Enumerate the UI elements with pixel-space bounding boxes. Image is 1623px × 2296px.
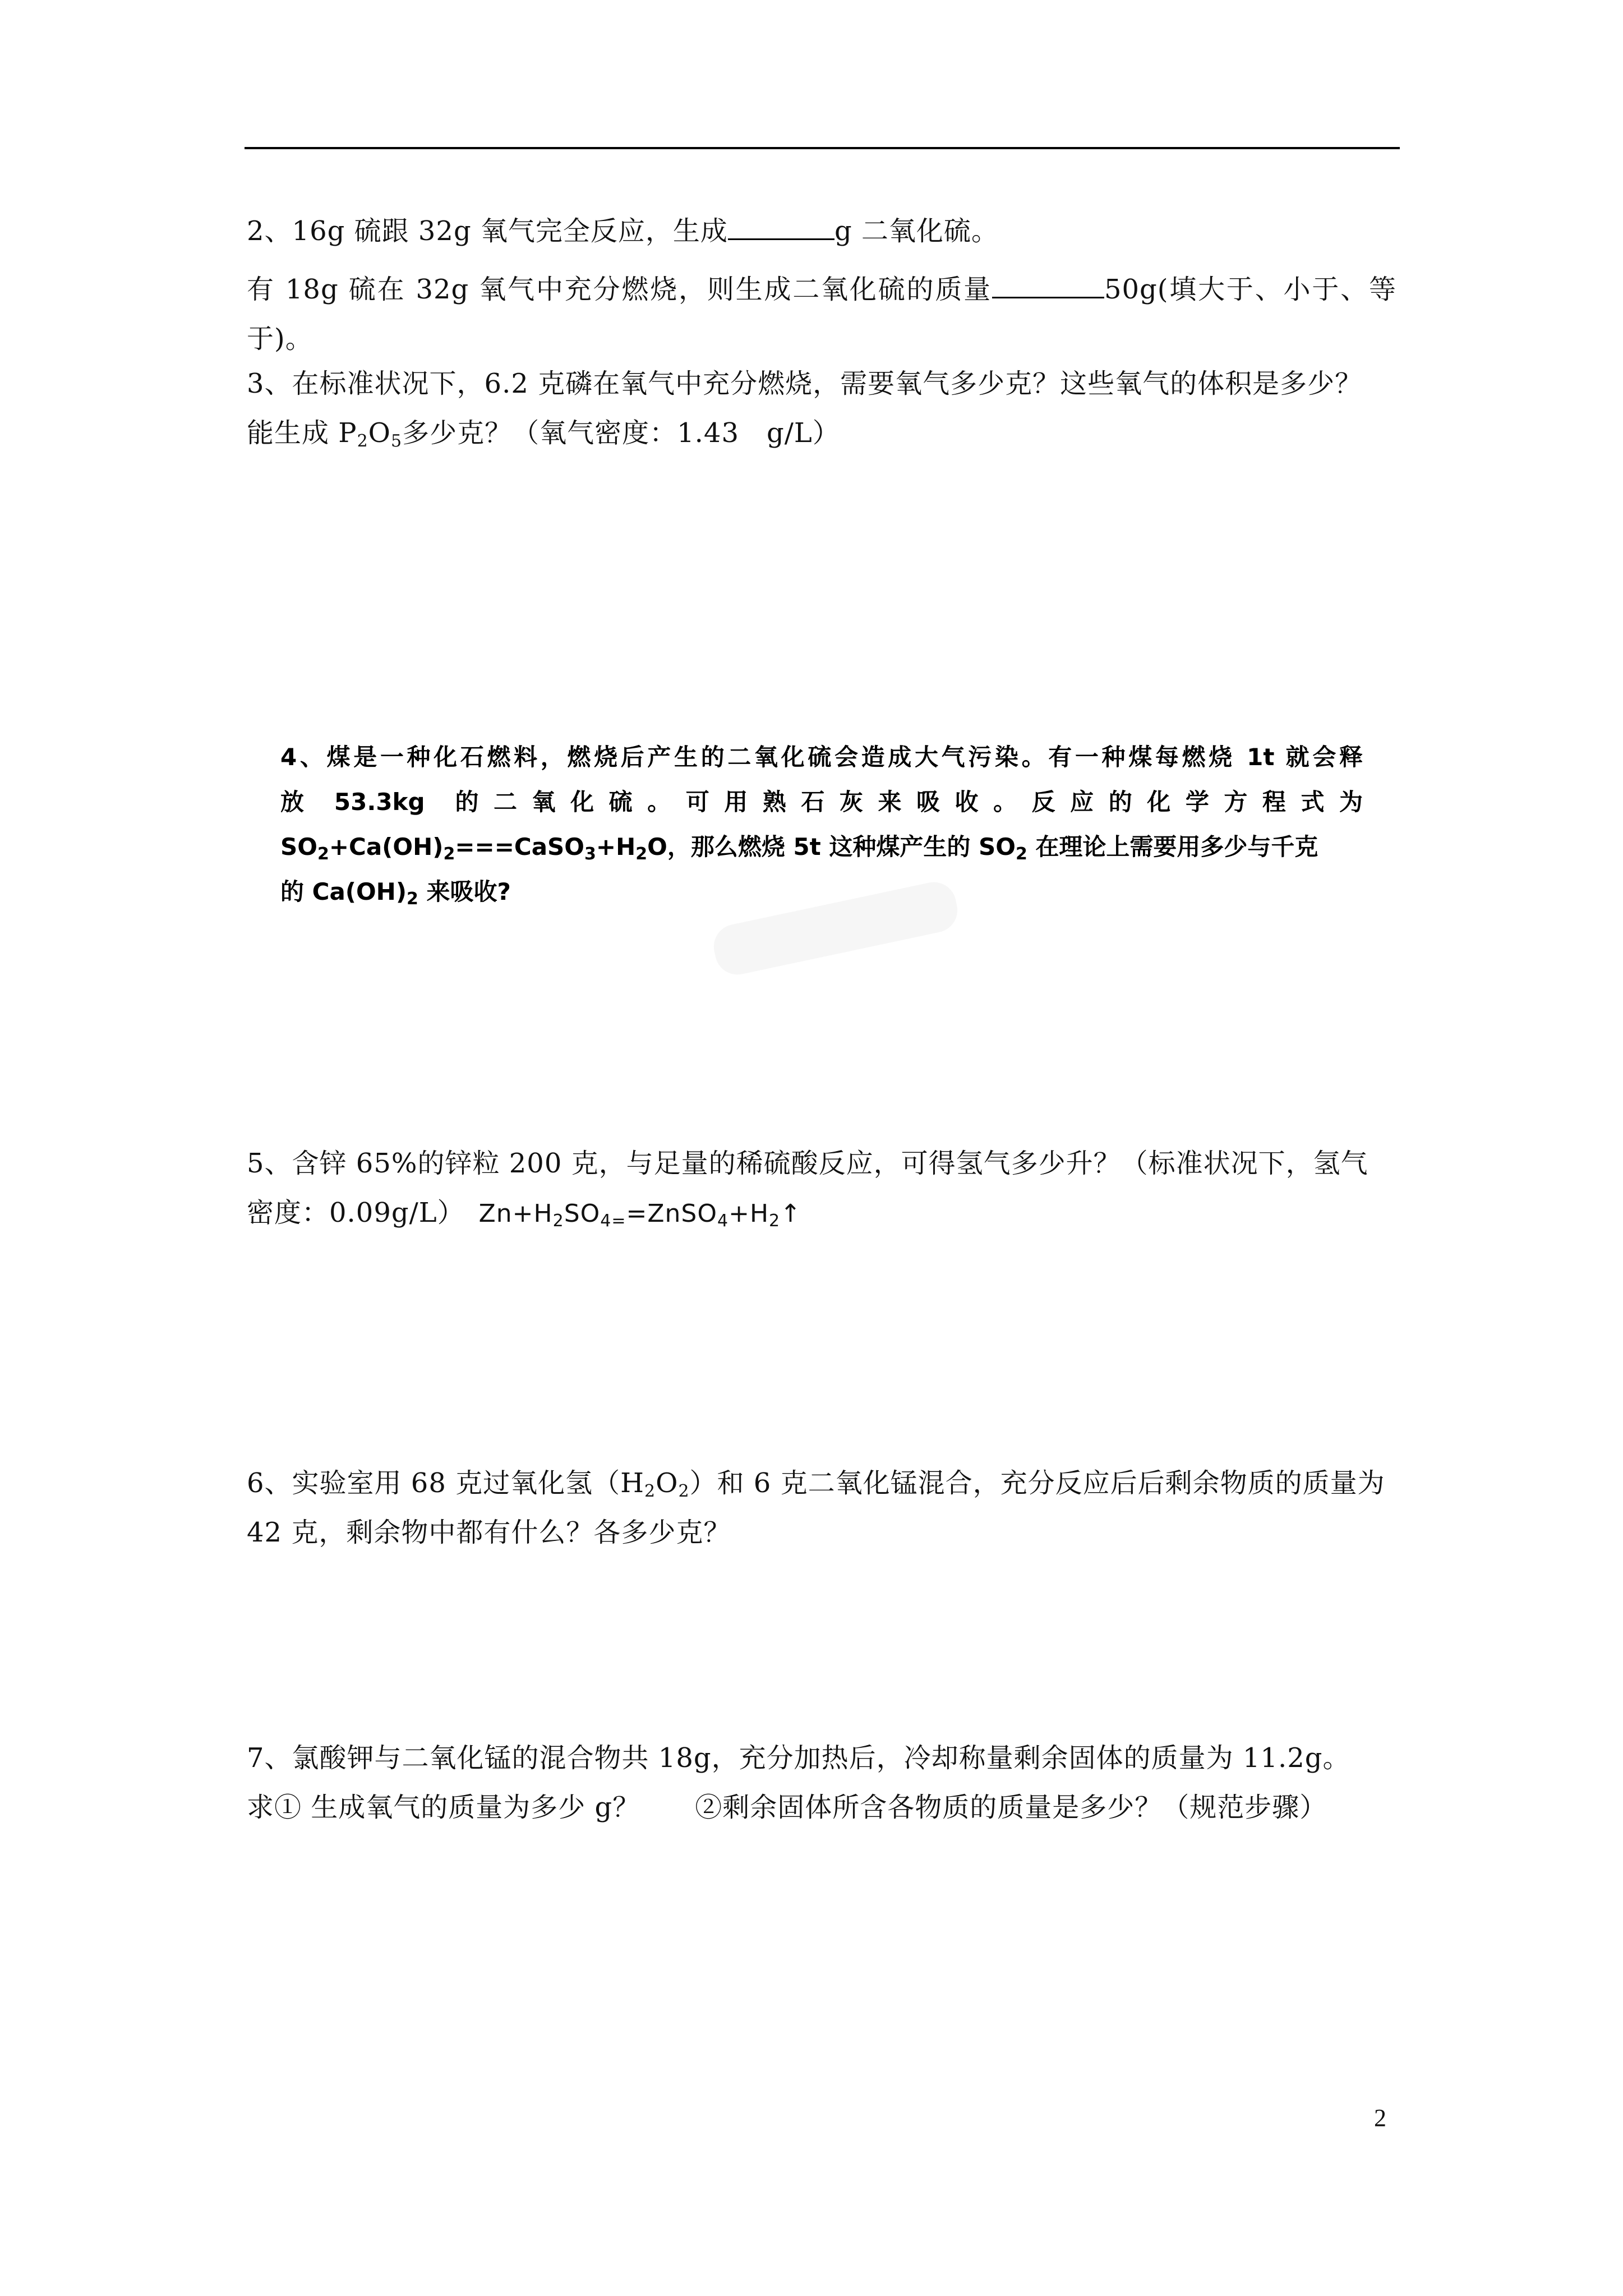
q4-line-3: $SO_2+Ca(OH)_2===CaSO_3+H_2O$，那么燃烧 5t 这种煤产生的 $SO_2$ 在理论上需要用多少与千克	[280, 833, 1318, 864]
question-6	[247, 1458, 1396, 1557]
q2-line-1: 2、16g 硫跟 32g 氧气完全反应，生成 g 二氧化硫。	[247, 215, 999, 247]
q5-line-2: 密度：0.09g/L） $Zn+H_2SO_{4=}=ZnSO_4+H_2↑$	[247, 1197, 802, 1231]
page-number: 2	[1374, 2104, 1386, 2132]
question-2	[247, 206, 1396, 364]
reaction-equation: $Zn+H_2SO_{4=}=ZnSO_4+H_2↑$	[478, 1199, 802, 1231]
q3-line-2: 能生成 $P_2O_5$多少克？（氧气密度：1.43 g/L）	[247, 417, 840, 451]
q3-line-1: 3、在标准状况下，6.2 克磷在氧气中充分燃烧，需要氧气多少克？这些氧气的体积是多少？	[247, 368, 1363, 399]
question-5	[247, 1139, 1396, 1239]
gas-arrow-icon: ↑	[780, 1199, 802, 1228]
q6-line-2: 42 克，剩余物中都有什么？各多少克？	[247, 1517, 731, 1548]
answer-blank-2	[992, 274, 1104, 298]
q6-line-1: 6、实验室用 68 克过氧化氢$(H_2O_2)$和 6 克二氧化锰混合，充分反应后后剩余物质的质量为	[247, 1467, 1385, 1501]
q5-line-1: 5、含锌 65%的锌粒 200 克，与足量的稀硫酸反应，可得氢气多少升？（标准状况下，氢气	[247, 1148, 1368, 1179]
q2-line-2: 有 18g 硫在 32g 氧气中充分燃烧，则生成二氧化硫的质量 50g(填大于、小于、等	[247, 274, 1396, 305]
q4-line-1: 4、煤是一种化石燃料，燃烧后产生的二氧化硫会造成大气污染。有一种煤每燃烧 1t 就会释	[280, 743, 1363, 771]
answer-blank-1	[728, 216, 834, 240]
q7-line-2: 求① 生成氧气的质量为多少 g？ ②剩余固体所含各物质的质量是多少？（规范步骤）	[247, 1792, 1327, 1823]
q7-line-1: 7、氯酸钾与二氧化锰的混合物共 18g，充分加热后，冷却称量剩余固体的质量为 11.2g。	[247, 1742, 1350, 1774]
question-3	[247, 359, 1396, 458]
q2-line-3: 于)。	[247, 323, 313, 355]
question-7	[247, 1733, 1396, 1832]
question-4-image-text	[280, 735, 1363, 914]
q4-line-2: 放 53.3kg 的 二 氧 化 硫 。 可 用 熟 石 灰 来 吸 收 。 反 应 的 化 学 方 程 式 为	[280, 788, 1363, 816]
header-rule	[245, 147, 1400, 149]
q4-line-4: 的 $Ca(OH)_2$ 来吸收?	[280, 878, 511, 909]
